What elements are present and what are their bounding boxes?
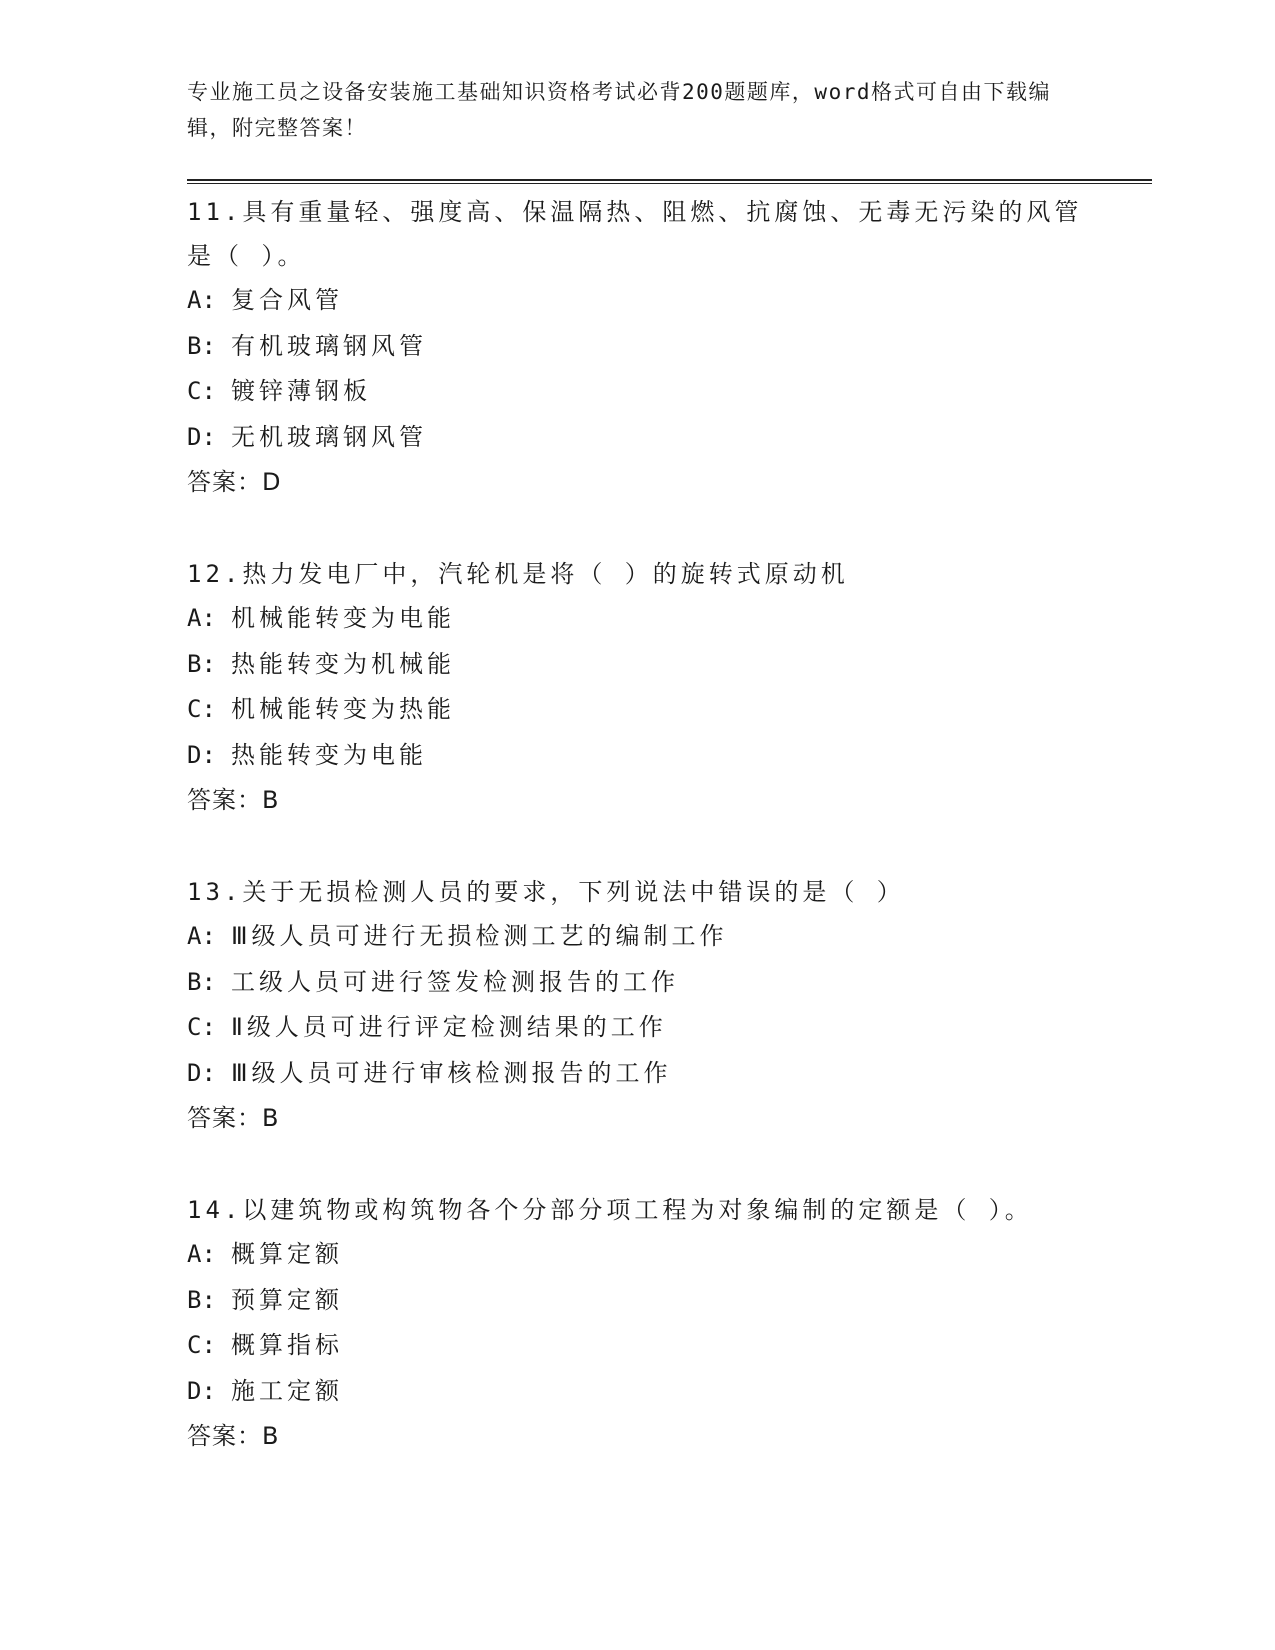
option-d: [187, 1369, 1087, 1415]
option-letter: B:: [187, 1285, 216, 1314]
question-11: [187, 190, 1087, 505]
option-d: [187, 733, 1087, 779]
option-text: 热能转变为电能: [231, 740, 427, 769]
option-letter: D:: [187, 1376, 216, 1405]
option-text: Ⅲ级人员可进行无损检测工艺的编制工作: [231, 922, 728, 950]
option-c: [187, 687, 1087, 733]
answer: 答案：D: [187, 468, 282, 496]
option-letter: C:: [187, 1013, 216, 1041]
option-letter: A:: [187, 604, 216, 632]
option-b: [187, 642, 1087, 688]
question-number: 12.: [187, 560, 243, 588]
option-text: 预算定额: [231, 1285, 343, 1314]
question-text: 关于无损检测人员的要求，下列说法中错误的是（ ）: [242, 878, 905, 906]
option-text: Ⅲ级人员可进行审核检测报告的工作: [231, 1058, 672, 1087]
option-letter: A:: [187, 922, 216, 950]
option-b: [187, 1278, 1087, 1324]
option-a: [187, 596, 1087, 642]
question-stem: [187, 552, 1087, 596]
option-letter: A:: [187, 286, 216, 314]
question-stem: [187, 870, 1087, 914]
option-text: 复合风管: [231, 286, 343, 314]
option-letter: D:: [187, 740, 216, 769]
option-a: [187, 914, 1087, 960]
question-number: 13.: [187, 878, 243, 906]
header-divider: [187, 179, 1152, 184]
option-letter: C:: [187, 377, 216, 405]
option-c: [187, 1323, 1087, 1369]
question-12: [187, 552, 1087, 823]
option-letter: C:: [187, 695, 216, 723]
answer: 答案：B: [187, 1422, 280, 1450]
option-text: 施工定额: [231, 1376, 343, 1405]
option-text: 无机玻璃钢风管: [231, 422, 427, 451]
option-text: 概算定额: [231, 1240, 343, 1268]
question-number: 14.: [187, 1196, 243, 1224]
option-b: [187, 324, 1087, 370]
option-letter: A:: [187, 1240, 216, 1268]
question-text: 以建筑物或构筑物各个分部分项工程为对象编制的定额是（ ）。: [242, 1196, 1033, 1224]
question-13: [187, 870, 1087, 1141]
option-text: 镀锌薄钢板: [231, 377, 371, 405]
option-text: 有机玻璃钢风管: [231, 331, 427, 360]
option-c: [187, 369, 1087, 415]
option-letter: C:: [187, 1331, 216, 1359]
question-text: 具有重量轻、强度高、保温隔热、阻燃、抗腐蚀、无毒无污染的风管是（ ）。: [187, 198, 1083, 270]
option-text: 概算指标: [231, 1331, 343, 1359]
answer: 答案：B: [187, 1104, 280, 1132]
question-text: 热力发电厂中，汽轮机是将（ ）的旋转式原动机: [242, 560, 849, 588]
question-14: [187, 1188, 1087, 1459]
option-a: [187, 278, 1087, 324]
answer: 答案：B: [187, 786, 280, 814]
option-d: [187, 415, 1087, 461]
option-text: Ⅱ级人员可进行评定检测结果的工作: [231, 1013, 667, 1041]
option-letter: D:: [187, 422, 216, 451]
option-text: 热能转变为机械能: [231, 649, 455, 678]
option-letter: B:: [187, 331, 216, 360]
option-d: [187, 1051, 1087, 1097]
option-letter: B:: [187, 967, 216, 996]
question-number: 11.: [187, 198, 243, 226]
option-b: [187, 960, 1087, 1006]
option-letter: B:: [187, 649, 216, 678]
option-c: [187, 1005, 1087, 1051]
option-text: 机械能转变为电能: [231, 604, 455, 632]
option-text: 工级人员可进行签发检测报告的工作: [231, 967, 679, 996]
option-letter: D:: [187, 1058, 216, 1087]
question-stem: [187, 1188, 1087, 1232]
option-a: [187, 1232, 1087, 1278]
question-stem: [187, 190, 1087, 278]
document-header: 专业施工员之设备安装施工基础知识资格考试必背200题题库，word格式可自由下载编辑，附完整答案！: [187, 80, 1051, 140]
option-text: 机械能转变为热能: [231, 695, 455, 723]
